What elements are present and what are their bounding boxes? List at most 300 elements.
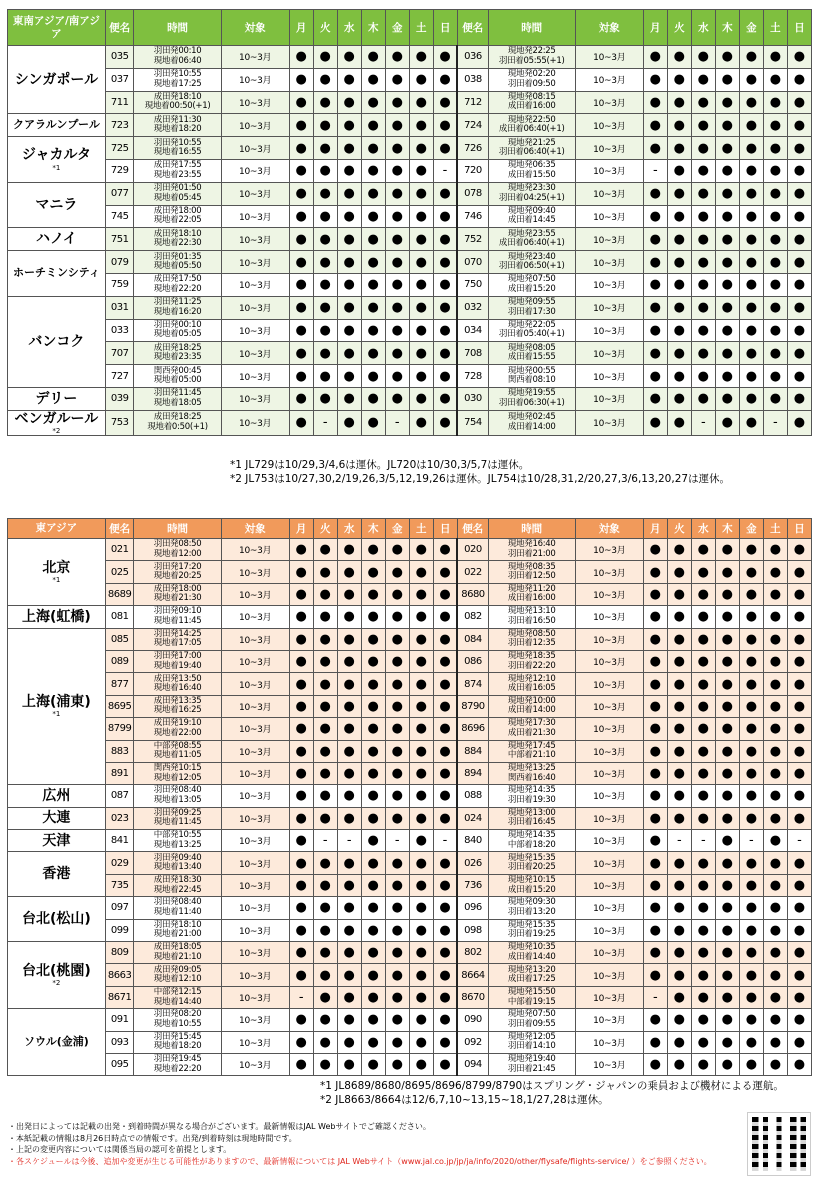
service-period: 10~3月 xyxy=(221,205,289,228)
day-mark: ● xyxy=(289,874,313,896)
flight-number: 087 xyxy=(105,785,134,807)
day-mark: ● xyxy=(289,91,313,114)
day-mark: ● xyxy=(715,718,739,740)
service-period: 10~3月 xyxy=(221,740,289,762)
day-mark: ● xyxy=(361,852,385,874)
day-mark: ● xyxy=(643,342,667,365)
day-mark: ● xyxy=(289,68,313,91)
day-mark: ● xyxy=(787,561,811,583)
day-mark: ● xyxy=(289,182,313,205)
table-row xyxy=(8,650,812,672)
flight-time xyxy=(488,718,575,740)
day-mark: ● xyxy=(763,852,787,874)
service-period: 10~3月 xyxy=(575,228,643,251)
table-row xyxy=(8,228,812,251)
day-mark: - xyxy=(691,410,715,435)
day-mark: ● xyxy=(787,897,811,919)
region-label: ソウル(金浦) xyxy=(24,1034,89,1048)
table-row xyxy=(8,46,812,69)
day-mark: ● xyxy=(643,539,667,561)
day-mark: ● xyxy=(289,964,313,986)
service-period: 10~3月 xyxy=(575,46,643,69)
service-period: 10~3月 xyxy=(221,673,289,695)
service-period: 10~3月 xyxy=(575,91,643,114)
time-line: 現地発12:05 xyxy=(507,1031,556,1042)
day-mark: - xyxy=(667,830,691,852)
day-mark: ● xyxy=(763,205,787,228)
time-line: 成田着15:20 xyxy=(507,884,556,895)
day-mark: ● xyxy=(313,919,337,941)
day-mark: ● xyxy=(433,650,457,672)
day-mark: ● xyxy=(667,91,691,114)
day-mark: ● xyxy=(691,740,715,762)
time-line: 成田着06:40(+1) xyxy=(498,124,565,135)
time-line: 現地着21:00 xyxy=(153,929,202,940)
day-mark: - xyxy=(787,830,811,852)
flight-number: 8663 xyxy=(105,964,134,986)
table-row xyxy=(8,114,812,137)
flight-time xyxy=(134,830,221,852)
day-mark: ● xyxy=(433,1053,457,1075)
day-mark: ● xyxy=(409,182,433,205)
flight-time xyxy=(488,251,575,274)
time-line: 現地着12:10 xyxy=(153,974,202,985)
day-mark: ● xyxy=(643,942,667,964)
day-mark: ● xyxy=(409,251,433,274)
day-mark: ● xyxy=(337,273,361,296)
flight-number: 090 xyxy=(457,1009,488,1031)
time-line: 羽田発10:55 xyxy=(153,137,202,148)
column-header: 金 xyxy=(739,10,763,46)
flight-time xyxy=(488,228,575,251)
day-mark: ● xyxy=(739,874,763,896)
flight-number: 085 xyxy=(105,628,134,650)
flight-number: 841 xyxy=(105,830,134,852)
time-line: 羽田着05:40(+1) xyxy=(498,329,565,340)
day-mark: ● xyxy=(739,114,763,137)
day-mark: ● xyxy=(337,740,361,762)
region-name xyxy=(8,539,106,606)
flight-time xyxy=(488,342,575,365)
day-mark: ● xyxy=(361,319,385,342)
day-mark: ● xyxy=(787,539,811,561)
flight-number: 035 xyxy=(105,46,134,69)
flight-number: 728 xyxy=(457,365,488,388)
service-period: 10~3月 xyxy=(575,68,643,91)
day-mark: ● xyxy=(787,1053,811,1075)
day-mark: ● xyxy=(667,387,691,410)
day-mark: ● xyxy=(643,830,667,852)
day-mark: ● xyxy=(667,342,691,365)
time-line: 中部発08:55 xyxy=(153,740,202,751)
day-mark: ● xyxy=(739,46,763,69)
time-line: 現地着00:50(+1) xyxy=(144,101,211,112)
flight-number: 038 xyxy=(457,68,488,91)
time-line: 現地着16:40 xyxy=(153,683,202,694)
day-mark: ● xyxy=(313,539,337,561)
day-mark: ● xyxy=(409,628,433,650)
time-line: 現地発21:25 xyxy=(507,137,556,148)
day-mark: ● xyxy=(763,606,787,628)
southeast-asia-timetable xyxy=(7,9,812,436)
flight-number: 8799 xyxy=(105,718,134,740)
day-mark: ● xyxy=(667,561,691,583)
time-line: 成田発17:50 xyxy=(153,274,202,285)
day-mark: ● xyxy=(787,1031,811,1053)
day-mark: ● xyxy=(691,228,715,251)
column-header: 水 xyxy=(337,10,361,46)
service-period: 10~3月 xyxy=(221,159,289,182)
flight-time xyxy=(134,762,221,784)
day-mark: ● xyxy=(361,986,385,1008)
flight-time xyxy=(488,785,575,807)
day-mark: ● xyxy=(385,874,409,896)
region-label: シンガポール xyxy=(14,71,99,88)
day-mark: ● xyxy=(763,46,787,69)
day-mark: ● xyxy=(337,159,361,182)
day-mark: ● xyxy=(313,852,337,874)
day-mark: ● xyxy=(715,410,739,435)
day-mark: ● xyxy=(385,606,409,628)
southeast-asia-footnotes xyxy=(230,458,730,486)
flight-time xyxy=(134,583,221,605)
day-mark: ● xyxy=(667,650,691,672)
service-period: 10~3月 xyxy=(221,296,289,319)
day-mark: ● xyxy=(433,740,457,762)
day-mark: ● xyxy=(763,718,787,740)
table-row xyxy=(8,273,812,296)
service-period: 10~3月 xyxy=(575,159,643,182)
flight-number: 077 xyxy=(105,182,134,205)
flight-time xyxy=(134,273,221,296)
day-mark: ● xyxy=(409,964,433,986)
day-mark: ● xyxy=(643,807,667,829)
day-mark: ● xyxy=(763,137,787,160)
day-mark: ● xyxy=(361,740,385,762)
day-mark: ● xyxy=(787,387,811,410)
day-mark: ● xyxy=(787,365,811,388)
day-mark: ● xyxy=(289,561,313,583)
service-period: 10~3月 xyxy=(221,964,289,986)
service-period: 10~3月 xyxy=(575,762,643,784)
day-mark: ● xyxy=(433,897,457,919)
day-mark: ● xyxy=(715,114,739,137)
region-label: 広州 xyxy=(42,787,71,804)
day-mark: ● xyxy=(289,387,313,410)
day-mark: - xyxy=(313,410,337,435)
time-line: 現地着05:45 xyxy=(153,192,202,203)
flight-time xyxy=(134,986,221,1008)
time-line: 関西着16:40 xyxy=(507,772,556,783)
time-line: 現地発12:10 xyxy=(507,673,556,684)
table-row xyxy=(8,1053,812,1075)
region-label: 上海(虹橋) xyxy=(22,608,91,625)
table-row xyxy=(8,1009,812,1031)
day-mark: ● xyxy=(739,228,763,251)
time-line: 現地発22:25 xyxy=(507,46,556,57)
time-line: 羽田発15:45 xyxy=(153,1031,202,1042)
day-mark: ● xyxy=(289,942,313,964)
time-line: 羽田発17:20 xyxy=(153,561,202,572)
time-line: 現地発22:50 xyxy=(507,114,556,125)
day-mark: ● xyxy=(715,365,739,388)
qr-code-icon[interactable] xyxy=(748,1113,810,1175)
day-mark: ● xyxy=(433,606,457,628)
time-line: 羽田発01:35 xyxy=(153,251,202,262)
day-mark: ● xyxy=(385,986,409,1008)
day-mark: ● xyxy=(337,628,361,650)
service-period: 10~3月 xyxy=(575,606,643,628)
column-header: 月 xyxy=(289,519,313,539)
day-mark: ● xyxy=(787,852,811,874)
flight-number: 037 xyxy=(105,68,134,91)
day-mark: ● xyxy=(667,1009,691,1031)
flight-time xyxy=(488,410,575,435)
flight-time xyxy=(488,1009,575,1031)
day-mark: ● xyxy=(361,785,385,807)
day-mark: ● xyxy=(385,942,409,964)
time-line: 現地着18:20 xyxy=(153,124,202,135)
region-label: 北京 xyxy=(42,560,71,577)
day-mark: ● xyxy=(691,1031,715,1053)
flight-time xyxy=(134,68,221,91)
flight-number: 086 xyxy=(457,650,488,672)
day-mark: ● xyxy=(739,785,763,807)
time-line: 成田発13:35 xyxy=(153,695,202,706)
service-period: 10~3月 xyxy=(221,762,289,784)
service-period: 10~3月 xyxy=(221,539,289,561)
day-mark: ● xyxy=(787,807,811,829)
table-row xyxy=(8,387,812,410)
flight-number: 802 xyxy=(457,942,488,964)
time-line: 羽田発00:10 xyxy=(153,319,202,330)
flight-time xyxy=(134,114,221,137)
service-period: 10~3月 xyxy=(221,273,289,296)
time-line: 成田発18:25 xyxy=(153,342,202,353)
day-mark: ● xyxy=(691,561,715,583)
day-mark: ● xyxy=(787,228,811,251)
flight-number: 093 xyxy=(105,1031,134,1053)
service-period: 10~3月 xyxy=(575,897,643,919)
flight-number: 034 xyxy=(457,319,488,342)
day-mark: ● xyxy=(739,365,763,388)
day-mark: ● xyxy=(643,410,667,435)
day-mark: ● xyxy=(409,46,433,69)
flight-time xyxy=(134,919,221,941)
service-period: 10~3月 xyxy=(221,1031,289,1053)
day-mark: ● xyxy=(691,650,715,672)
day-mark: ● xyxy=(385,539,409,561)
day-mark: ● xyxy=(409,91,433,114)
day-mark: ● xyxy=(409,673,433,695)
service-period: 10~3月 xyxy=(221,365,289,388)
region-name xyxy=(8,628,106,785)
day-mark: ● xyxy=(763,539,787,561)
day-mark: ● xyxy=(289,342,313,365)
day-mark: - xyxy=(433,830,457,852)
time-line: 羽田着20:25 xyxy=(507,862,556,873)
time-line: 中部発12:15 xyxy=(153,986,202,997)
day-mark: ● xyxy=(715,182,739,205)
day-mark: ● xyxy=(715,897,739,919)
day-mark: ● xyxy=(409,695,433,717)
footnote: *1 JL8689/8680/8695/8696/8799/8790はスプリング・ジャパンの乗員および機材による運航。 xyxy=(320,1080,784,1092)
flight-time xyxy=(488,68,575,91)
service-period: 10~3月 xyxy=(575,919,643,941)
day-mark: ● xyxy=(289,410,313,435)
day-mark: ● xyxy=(667,718,691,740)
day-mark: ● xyxy=(337,606,361,628)
column-header: 月 xyxy=(643,519,667,539)
day-mark: ● xyxy=(337,1053,361,1075)
flight-time xyxy=(134,964,221,986)
flight-number: 095 xyxy=(105,1053,134,1075)
day-mark: ● xyxy=(289,695,313,717)
day-mark: ● xyxy=(763,91,787,114)
flight-number: 088 xyxy=(457,785,488,807)
flight-time xyxy=(134,137,221,160)
time-line: 現地着20:25 xyxy=(153,571,202,582)
day-mark: ● xyxy=(787,740,811,762)
day-mark: ● xyxy=(691,606,715,628)
time-line: 現地着12:05 xyxy=(153,772,202,783)
time-line: 現地発09:55 xyxy=(507,297,556,308)
day-mark: ● xyxy=(787,695,811,717)
day-mark: ● xyxy=(433,852,457,874)
time-line: 現地発07:50 xyxy=(507,1009,556,1020)
day-mark: ● xyxy=(739,718,763,740)
day-mark: ● xyxy=(337,46,361,69)
day-mark: ● xyxy=(715,785,739,807)
region-header: 東南アジア/南アジア xyxy=(8,10,106,46)
day-mark: ● xyxy=(337,1009,361,1031)
day-mark: ● xyxy=(433,137,457,160)
table-row xyxy=(8,673,812,695)
day-mark: ● xyxy=(409,410,433,435)
day-mark: ● xyxy=(313,762,337,784)
day-mark: ● xyxy=(433,718,457,740)
time-line: 羽田着06:40(+1) xyxy=(498,147,565,158)
column-header: 水 xyxy=(691,10,715,46)
table-row xyxy=(8,319,812,342)
region-name xyxy=(8,251,106,297)
day-mark: ● xyxy=(337,919,361,941)
day-mark: - xyxy=(433,159,457,182)
day-mark: ● xyxy=(409,137,433,160)
day-mark: ● xyxy=(691,762,715,784)
time-line: 成田発11:30 xyxy=(153,114,202,125)
flight-number: 098 xyxy=(457,919,488,941)
time-line: 現地着22:20 xyxy=(153,1063,202,1074)
day-mark: ● xyxy=(667,273,691,296)
time-line: 羽田発11:45 xyxy=(153,388,202,399)
region-footnote-mark: *2 xyxy=(52,979,61,988)
column-header: 対象 xyxy=(575,519,643,539)
day-mark: ● xyxy=(433,919,457,941)
day-mark: ● xyxy=(667,762,691,784)
day-mark: ● xyxy=(433,539,457,561)
day-mark: ● xyxy=(433,228,457,251)
day-mark: ● xyxy=(361,942,385,964)
day-mark: ● xyxy=(667,205,691,228)
day-mark: ● xyxy=(409,740,433,762)
day-mark: ● xyxy=(433,387,457,410)
day-mark: ● xyxy=(289,673,313,695)
day-mark: ● xyxy=(667,319,691,342)
time-line: 現地着14:40 xyxy=(153,996,202,1007)
service-period: 10~3月 xyxy=(221,942,289,964)
flight-number: 840 xyxy=(457,830,488,852)
flight-number: 020 xyxy=(457,539,488,561)
service-period: 10~3月 xyxy=(221,1053,289,1075)
column-header: 水 xyxy=(691,519,715,539)
day-mark: ● xyxy=(739,387,763,410)
day-mark: ● xyxy=(715,919,739,941)
day-mark: ● xyxy=(739,852,763,874)
flight-number: 023 xyxy=(105,807,134,829)
day-mark: ● xyxy=(787,296,811,319)
day-mark: ● xyxy=(409,919,433,941)
day-mark: ● xyxy=(667,228,691,251)
day-mark: ● xyxy=(787,319,811,342)
time-line: 羽田着14:10 xyxy=(507,1041,556,1052)
time-line: 現地発10:15 xyxy=(507,875,556,886)
day-mark: ● xyxy=(715,251,739,274)
day-mark: ● xyxy=(385,205,409,228)
flight-time xyxy=(134,673,221,695)
day-mark: ● xyxy=(715,539,739,561)
time-line: 現地着23:35 xyxy=(153,352,202,363)
service-period: 10~3月 xyxy=(221,785,289,807)
flight-time xyxy=(134,606,221,628)
day-mark: ● xyxy=(361,1009,385,1031)
flight-time xyxy=(134,807,221,829)
time-line: 羽田着09:55 xyxy=(507,1018,556,1029)
day-mark: ● xyxy=(385,852,409,874)
day-mark: ● xyxy=(409,539,433,561)
flight-time xyxy=(134,628,221,650)
day-mark: ● xyxy=(385,319,409,342)
day-mark: ● xyxy=(337,897,361,919)
day-mark: ● xyxy=(691,583,715,605)
day-mark: ● xyxy=(643,964,667,986)
column-header: 土 xyxy=(409,519,433,539)
table-row xyxy=(8,897,812,919)
day-mark: ● xyxy=(763,628,787,650)
day-mark: ● xyxy=(763,964,787,986)
time-line: 現地発11:20 xyxy=(507,583,556,594)
region-label: クアラルンプール xyxy=(12,117,100,131)
day-mark: ● xyxy=(667,137,691,160)
service-period: 10~3月 xyxy=(575,807,643,829)
flight-number: 753 xyxy=(105,410,134,435)
day-mark: ● xyxy=(313,114,337,137)
day-mark: ● xyxy=(337,539,361,561)
day-mark: ● xyxy=(739,986,763,1008)
region-label: 台北(松山) xyxy=(22,911,91,928)
day-mark: ● xyxy=(433,583,457,605)
time-line: 現地着11:45 xyxy=(153,615,202,626)
flight-time xyxy=(488,628,575,650)
day-mark: ● xyxy=(313,387,337,410)
day-mark: ● xyxy=(409,365,433,388)
flight-number: 099 xyxy=(105,919,134,941)
day-mark: ● xyxy=(409,852,433,874)
table-row xyxy=(8,830,812,852)
time-line: 現地発22:05 xyxy=(507,319,556,330)
day-mark: ● xyxy=(715,830,739,852)
region-name xyxy=(8,387,106,410)
